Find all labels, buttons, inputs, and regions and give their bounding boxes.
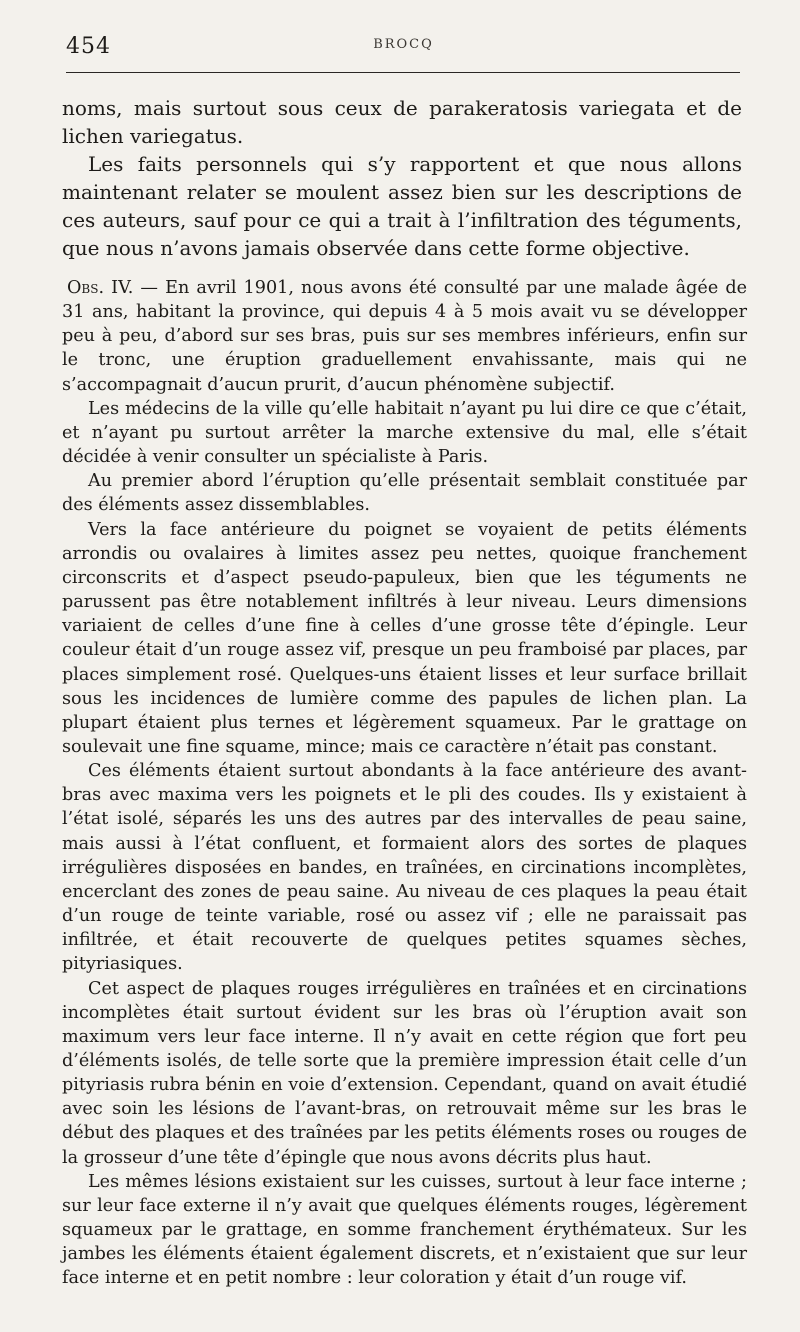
header-rule [66, 72, 740, 73]
observation-paragraph: Les mêmes lésions existaient sur les cuisses, surtout à leur face interne ; sur leur face externe il n’y avait que quelques éléments rouges, légèrement squameux par le grattage, en somme franchement érythémateux. Sur les jambes les éléments étaient également discrets, et n’existaient que sur leur face interne et en petit nombre : leur coloration y était d’un rouge vif. [62, 1171, 747, 1289]
observation-label: Obs. IV. [67, 278, 134, 298]
running-title: BROCQ [373, 37, 434, 52]
observation-paragraph: Ces éléments étaient surtout abondants à la face antérieure des avant-bras avec maxima vers les poignets et le pli des coudes. Ils y existaient à l’état isolé, séparés les uns des autres par des intervalles de peau saine, mais aussi à l’état confluent, et formaient alors des sortes de plaques irrégulières disposées en bandes, en traînées, en circinations incomplètes, encerclant des zones de peau saine. Au niveau de ces plaques la peau était d’un rouge de teinte variable, rosé ou assez vif ; elle ne paraissait pas infiltrée, et était recouverte de quelques petites squames sèches, pityriasiques. [62, 761, 747, 975]
page-number: 454 [66, 34, 111, 59]
observation-opening-paragraph [62, 276, 747, 397]
observation-paragraph: Vers la face antérieure du poignet se voyaient de petits éléments arrondis ou ovalaires à limites assez peu nettes, quoique franchement circonscrits et d’aspect pseudo-papuleux, bien que les téguments ne parussent pas être notablement infiltrés à leur niveau. Leurs dimensions variaient de celles d’une fine à celles d’une grosse tête d’épingle. Leur couleur était d’un rouge assez vif, presque un peu framboisé par places, par places simplement rosé. Quelques-uns étaient lisses et leur surface brillait sous les incidences de lumière comme des papules de lichen plan. La plupart étaient plus ternes et légèrement squameux. Par le grattage on soulevait une fine squame, mince; mais ce caractère n’était pas constant. [62, 519, 747, 757]
intro-paragraph: noms, mais surtout sous ceux de parakeratosis variegata et de lichen variegatus. [62, 96, 742, 148]
observation-paragraph: Au premier abord l’éruption qu’elle présentait semblait constituée par des éléments assez dissemblables. [62, 471, 747, 516]
observation-opening-text: — En avril 1901, nous avons été consulté par une malade âgée de 31 ans, habitant la province, qui depuis 4 à 5 mois avait vu se développer peu à peu, d’abord sur ses bras, puis sur ses membres inférieurs, enfin sur le tronc, une éruption graduellement envahissante, mais qui ne s’accompagnait d’aucun prurit, d’aucun phénomène subjectif. [62, 278, 747, 395]
intro-paragraph: Les faits personnels qui s’y rapportent et que nous allons maintenant relater se moulent assez bien sur les descriptions de ces auteurs, sauf pour ce qui a trait à l’infiltration des téguments, que nous n’avons jamais observée dans cette forme objective. [62, 152, 742, 260]
observation-text [62, 276, 747, 1291]
intro-text [62, 94, 742, 262]
running-head [66, 34, 741, 64]
observation-paragraph: Cet aspect de plaques rouges irrégulières en traînées et en circinations incomplètes était surtout évident sur les bras où l’éruption avait son maximum vers leur face interne. Il n’y avait en cette région que fort peu d’éléments isolés, de telle sorte que la première impression était celle d’un pityriasis rubra bénin en voie d’extension. Cependant, quand on avait étudié avec soin les lésions de l’avant-bras, on retrouvait même sur les bras le début des plaques et des traînées par les petits éléments roses ou rouges de la grosseur d’une tête d’épingle que nous avons décrits plus haut. [62, 978, 747, 1168]
observation-paragraph: Les médecins de la ville qu’elle habitait n’ayant pu lui dire ce que c’était, et n’ayant pu surtout arrêter la marche extensive du mal, elle s’était décidée à venir consulter un spécialiste à Paris. [62, 398, 747, 468]
